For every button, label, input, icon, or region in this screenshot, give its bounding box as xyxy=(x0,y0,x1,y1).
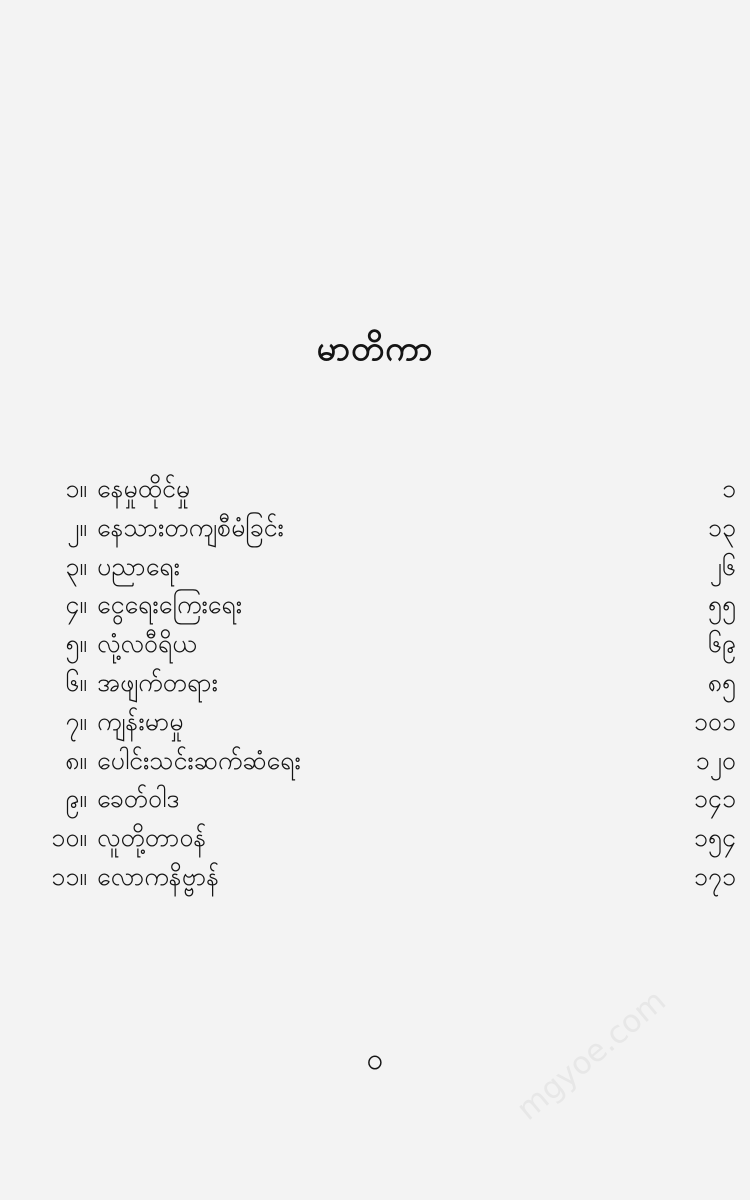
entry-number: ၈။ xyxy=(65,745,87,775)
entry-number: ၃။ xyxy=(65,551,87,581)
entry-page-number: ၁၅၄ xyxy=(693,823,736,853)
entry-number: ၄။ xyxy=(65,590,87,620)
entry-number: ၆။ xyxy=(65,667,87,697)
table-of-contents xyxy=(0,470,750,897)
entry-number: ၁။ xyxy=(65,474,87,503)
page-title: မာတိကာ xyxy=(316,329,434,369)
entry-page-number: ၁၇၁ xyxy=(693,861,736,891)
toc-entry xyxy=(0,664,750,703)
entry-number: ၁၁။ xyxy=(51,861,87,891)
entry-title: လောကနိဗ္ဗာန် xyxy=(97,861,220,891)
entry-title: ပညာရေး xyxy=(97,551,180,581)
toc-entry xyxy=(0,548,750,587)
entry-title: နေမှုထိုင်မှု xyxy=(97,474,191,503)
toc-entry xyxy=(0,780,750,819)
entry-page-number: ၁ xyxy=(721,474,736,503)
page-folio: ဝ xyxy=(366,1042,384,1077)
entry-page-number: ၁၄၁ xyxy=(693,784,736,814)
entry-title: ကျန်းမာမှု xyxy=(97,706,184,736)
entry-page-number: ၆၉ xyxy=(707,629,736,659)
entry-title: နေသားတကျစီမံခြင်း xyxy=(97,512,284,542)
entry-number: ၉။ xyxy=(65,784,87,814)
entry-page-number: ၁၃ xyxy=(707,512,736,542)
entry-title: လုံ့လဝီရိယ xyxy=(97,629,197,659)
entry-page-number: ၅၅ xyxy=(707,590,736,620)
entry-title: ပေါင်းသင်းဆက်ဆံရေး xyxy=(97,745,301,775)
toc-entry xyxy=(0,819,750,858)
entry-title: ငွေရေးကြေးရေး xyxy=(97,590,243,620)
toc-entry xyxy=(0,509,750,548)
entry-page-number: ၂၆ xyxy=(709,551,736,581)
toc-entry xyxy=(0,742,750,781)
entry-page-number: ၁၀၁ xyxy=(693,706,736,736)
entry-title: ခေတ်ဝါဒ xyxy=(97,784,180,814)
toc-entry xyxy=(0,858,750,897)
entry-title: အဖျက်တရား xyxy=(97,667,218,697)
watermark: mgyoe.com xyxy=(510,982,673,1128)
entry-page-number: ၁၂၀ xyxy=(695,745,736,775)
entry-number: ၂။ xyxy=(67,512,87,542)
toc-entry xyxy=(0,625,750,664)
toc-entry xyxy=(0,470,750,509)
toc-entry xyxy=(0,586,750,625)
toc-entry xyxy=(0,703,750,742)
entry-number: ၇။ xyxy=(65,706,87,736)
entry-page-number: ၈၅ xyxy=(707,667,736,697)
entry-title: လူတို့တာဝန် xyxy=(97,823,207,853)
entry-number: ၁၀။ xyxy=(51,823,87,853)
entry-number: ၅။ xyxy=(65,629,87,659)
